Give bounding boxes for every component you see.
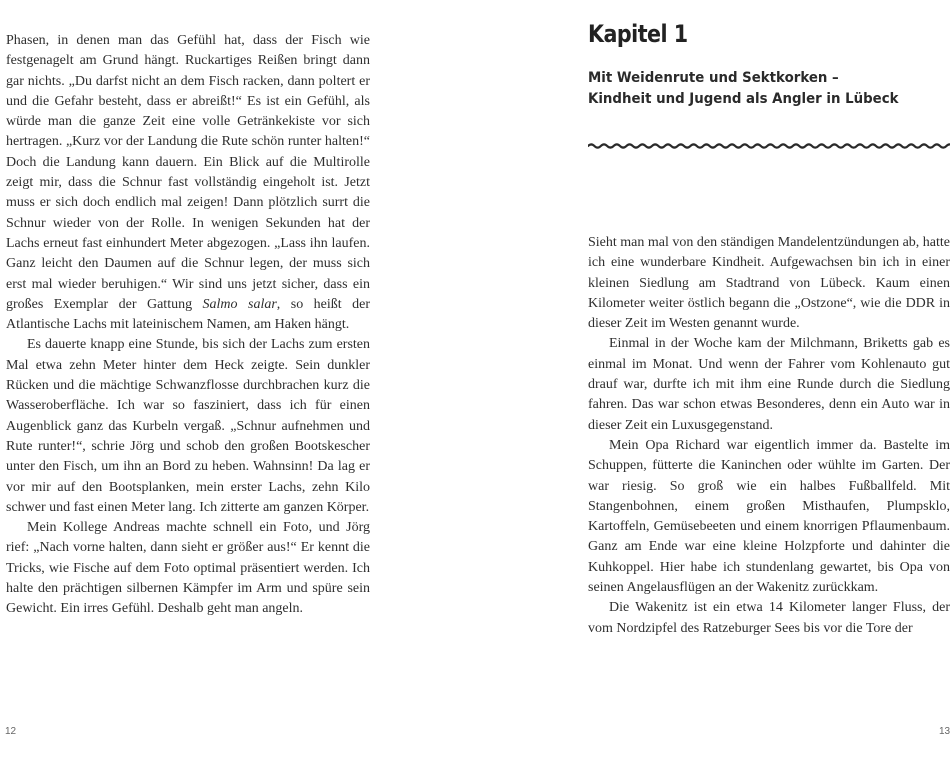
- chapter-subtitle-line-2: Kindheit und Jugend als Angler in Lübeck: [588, 91, 899, 107]
- right-paragraph-4: Die Wakenitz ist ein etwa 14 Kilometer langer Fluss, der vom Nordzipfel des Ratzeburger Sees bis vor die Tore der: [588, 600, 950, 636]
- right-page: [476, 0, 952, 761]
- page-number-left: 12: [5, 726, 17, 737]
- right-body-text: [588, 233, 950, 639]
- right-paragraph-2: Einmal in der Woche kam der Milchmann, Briketts gab es einmal im Monat. Und wenn der Fahrer vom Kohlenauto gut drauf war, durfte ich mit ihm eine Runde durch die Siedlung fahren. Das war schon etwas Besonderes, denn ein Auto war in dieser Zeit ein Luxusgegenstand.: [588, 336, 950, 433]
- left-paragraph-2: Es dauerte knapp eine Stunde, bis sich der Lachs zum ersten Mal etwa zehn Meter hinter dem Heck zeigte. Sein dunkler Rücken und die mächtige Schwanzflosse durchbrachen kurz die Wasseroberfläche. Ich war so fasziniert, dass ich für einen Augenblick ganz das Kurbeln vergaß. „Schnur aufnehmen und Rute runter!“, schrie Jörg und schob den großen Bootskescher unter den Fisch, um ihn an Bord zu heben. Wahnsinn! Da lag er vor mir auf den Bootsplanken, mein erster Lachs, zehn Kilo schwer und fast einen Meter lang. Ich zitterte am ganzen Körper.: [6, 337, 370, 515]
- left-body-text: [6, 31, 370, 620]
- species-name: Salmo salar: [202, 296, 277, 312]
- right-paragraph-3: Mein Opa Richard war eigentlich immer da. Bastelte im Schuppen, fütterte die Kaninchen oder wühlte im Garten. Der war riesig. So groß wie ein halbes Fußballfeld. Mit Stangenbohnen, einem großen Misthaufen, Plumpsklo, Kartoffeln, Gemüsebeeten und einem knorrigen Pflaumenbaum. Ganz am Ende war eine kleine Holzpforte und dahinter die Kuhkoppel. Hier habe ich stundenlang gewartet, bis Opa von seinen Angelausflügen an der Wakenitz zurückkam.: [588, 437, 950, 596]
- chapter-subtitle-line-1: Mit Weidenrute und Sektkorken –: [588, 70, 839, 86]
- chapter-subtitle: [588, 68, 919, 110]
- right-paragraph-1: Sieht man mal von den ständigen Mandelentzündungen ab, hatte ich eine wunderbare Kindheit. Aufgewachsen bin ich in einer kleinen Siedlung am Stadtrand von Lübeck. Kaum einen Kilometer weiter östlich begann die „Ostzone“, wie die DDR in dieser Zeit im Westen genannt wurde.: [588, 235, 950, 332]
- chapter-title: Kapitel 1: [588, 20, 688, 48]
- left-paragraph-3: Mein Kollege Andreas machte schnell ein Foto, und Jörg rief: „Nach vorne halten, dann sieht er größer aus!“ Er kennt die Tricks, wie Fische auf dem Foto optimal präsentiert werden. Ich halte den prächtigen silbernen Kämpfer im Arm und spüre sein Gewicht. Ein irres Gefühl. Deshalb geht man angeln.: [6, 520, 370, 617]
- page-number-right: 13: [939, 726, 951, 737]
- wave-divider: [588, 138, 950, 154]
- wave-line: [588, 144, 950, 147]
- left-paragraph-1: Phasen, in denen man das Gefühl hat, dass der Fisch wie festgenagelt am Grund hängt. Ruckartiges Reißen bringt dann gar nichts. „Du darfst nicht an dem Fisch racken, dann poltert er und die Gefahr besteht, dass er abreißt!“ Es ist ein Gefühl, als würde man die ganze Zeit eine volle Getränkekiste vor sich hertragen. „Kurz vor der Landung die Rute schön runter halten!“ Doch die Landung kann dauern. Ein Blick auf die Multirolle zeigt mir, dass die Schnur fast vollständig eingeholt ist. Jetzt muss er sich doch endlich mal zeigen! Dann plötzlich surrt die Schnur wieder von der Rolle. In wenigen Sekunden hat der Lachs erneut fast einhundert Meter abgezogen. „Lass ihn laufen. Ganz leicht den Daumen auf die Schnur legen, der muss sich erst mal wieder beruhigen.“ Wir sind uns jetzt sicher, dass ein großes Exemplar der Gattung Salmo salar, so heißt der Atlantische Lachs mit lateinischem Namen, am Haken hängt.: [6, 33, 370, 333]
